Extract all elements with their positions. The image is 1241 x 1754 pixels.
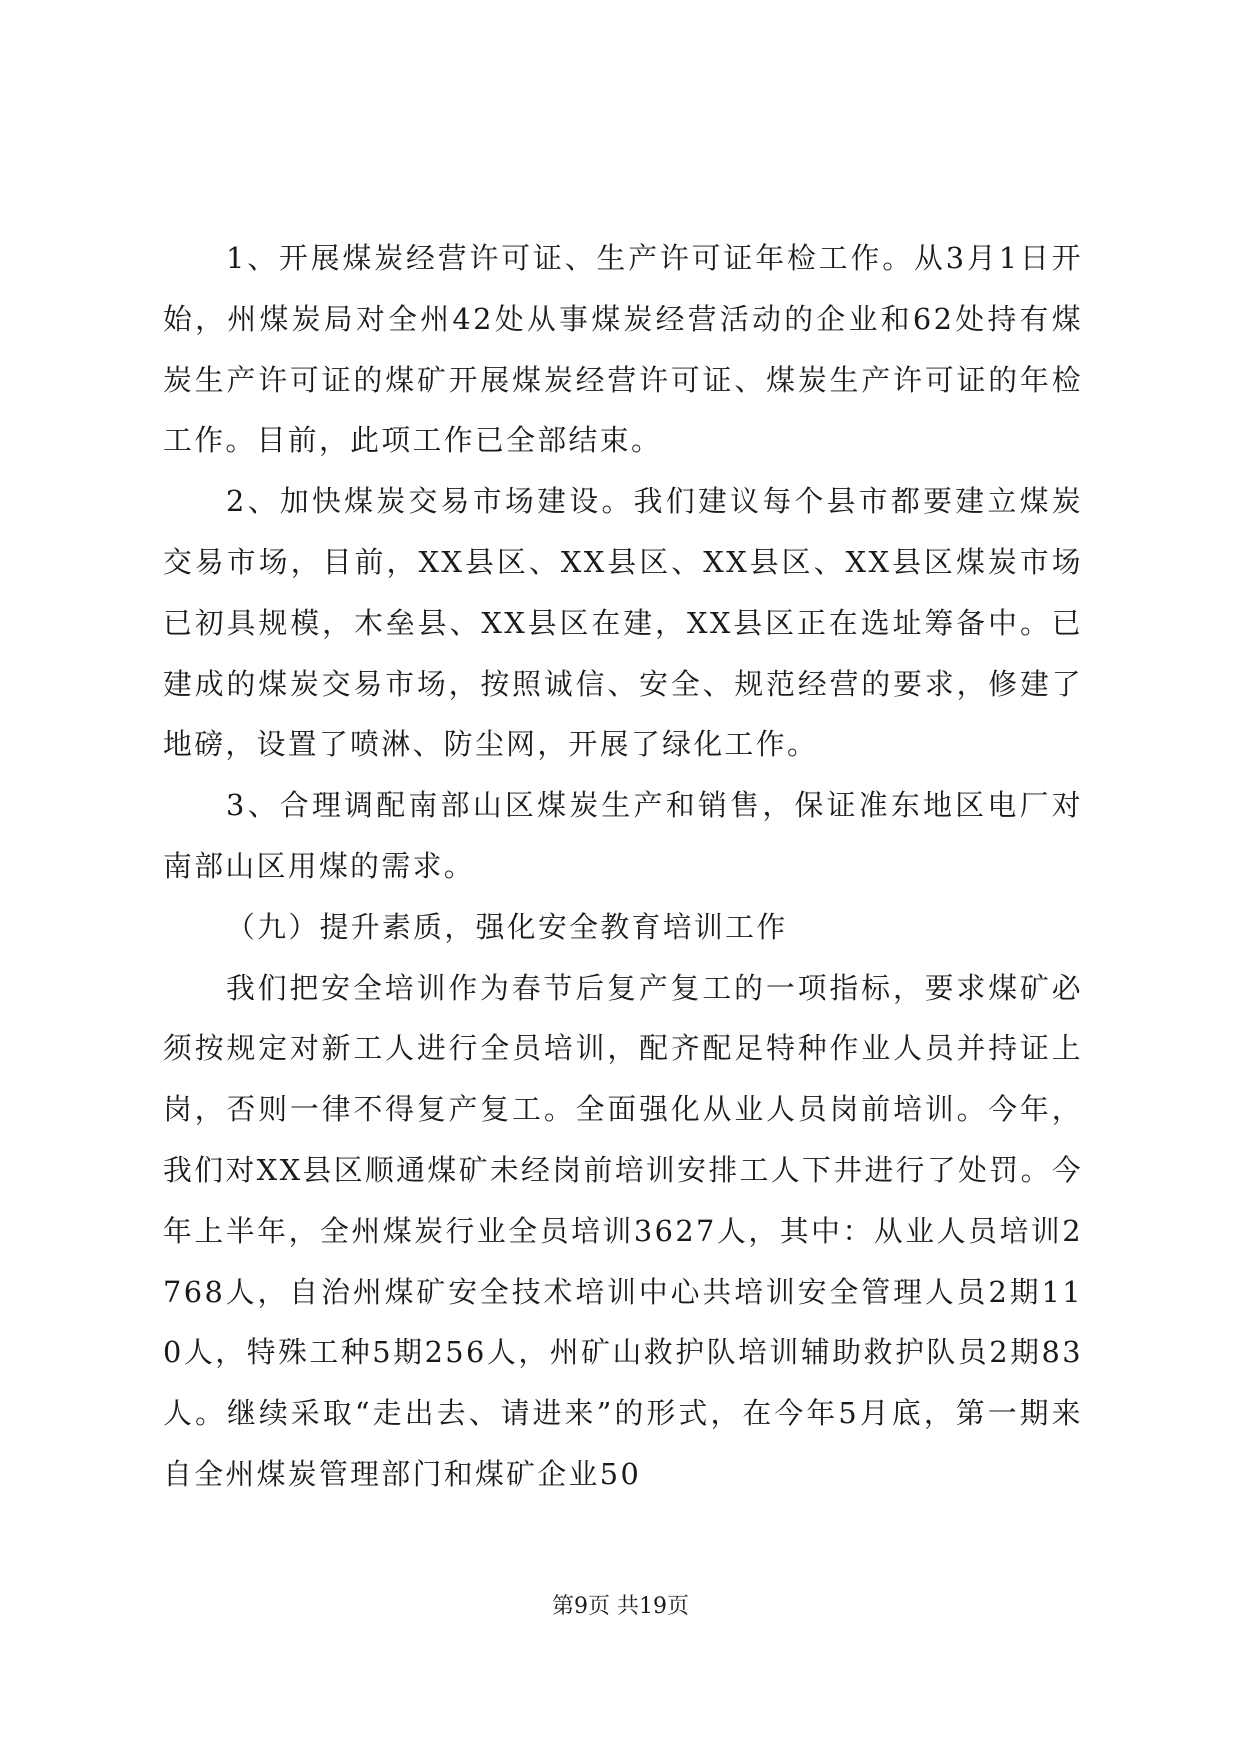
page-number-footer: 第9页 共19页 — [552, 1594, 689, 1619]
paragraph-coal-license-inspection: 1、开展煤炭经营许可证、生产许可证年检工作。从3月1日开始，州煤炭局对全州42处从事煤炭经营活动的企业和62处持有煤炭生产许可证的煤矿开展煤炭经营许可证、煤炭生产许可证的年检工作。目前，此项工作已全部结束。 — [163, 241, 1083, 458]
section-heading-safety-training: （九）提升素质，强化安全教育培训工作 — [226, 909, 788, 944]
paragraph-southern-mountain-coal: 3、合理调配南部山区煤炭生产和销售，保证准东地区电厂对南部山区用煤的需求。 — [163, 788, 1083, 883]
paragraph-safety-training: 我们把安全培训作为春节后复产复工的一项指标，要求煤矿必须按规定对新工人进行全员培训，配齐配足特种作业人员并持证上岗，否则一律不得复产复工。全面强化从业人员岗前培训。今年，我们对XX县区顺通煤矿未经岗前培训安排工人下井进行了处罚。今年上半年，全州煤炭行业全员培训3627人，其中：从业人员培训2768人，自治州煤矿安全技术培训中心共培训安全管理人员2期110人，特殊工种5期256人，州矿山救护队培训辅助救护队员2期83人。继续采取“走出去、请进来”的形式，在今年5月底，第一期来自全州煤炭管理部门和煤矿企业50 — [163, 970, 1083, 1491]
paragraph-coal-market-construction: 2、加快煤炭交易市场建设。我们建议每个县市都要建立煤炭交易市场，目前，XX县区、XX县区、XX县区、XX县区煤炭市场已初具规模，木垒县、XX县区在建，XX县区正在选址筹备中。已建成的煤炭交易市场，按照诚信、安全、规范经营的要求，修建了地磅，设置了喷淋、防尘网，开展了绿化工作。 — [163, 484, 1083, 762]
document-body — [163, 228, 1083, 1505]
